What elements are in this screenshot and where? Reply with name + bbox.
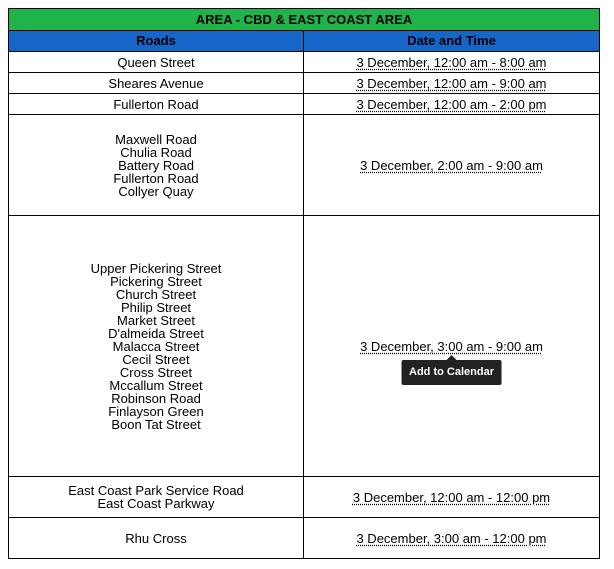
add-to-calendar-link[interactable]: 3 December, 2:00 am - 9:00 am [360, 157, 543, 173]
road-name: Cecil Street [122, 351, 190, 367]
date-time-hover-target [360, 338, 543, 378]
road-name: East Coast Park Service Road [68, 483, 244, 498]
road-name: Rhu Cross [125, 530, 187, 546]
add-to-calendar-link[interactable]: 3 December, 12:00 am - 2:00 pm [356, 96, 547, 112]
table-row [9, 52, 600, 73]
table-row [9, 73, 600, 94]
add-to-calendar-link[interactable]: 3 December, 12:00 am - 9:00 am [356, 75, 547, 91]
road-name: Pickering Street [110, 273, 202, 289]
roads-cell [9, 216, 304, 477]
roads-cell [9, 518, 304, 559]
road-name: Church Street [115, 286, 197, 302]
road-name: Upper Pickering Street [90, 260, 222, 276]
road-name: Fullerton Road [113, 170, 199, 186]
date-time-cell [304, 216, 600, 477]
road-name: Market Street [116, 312, 196, 328]
road-name: Philip Street [120, 299, 192, 315]
road-name: East Coast Parkway [97, 496, 215, 511]
date-time-cell [304, 477, 600, 518]
roads-cell [9, 52, 304, 73]
add-to-calendar-link[interactable]: 3 December, 3:00 am - 9:00 am [360, 338, 543, 354]
road-name: Sheares Avenue [108, 75, 204, 91]
table-row [9, 94, 600, 115]
date-time-cell [304, 73, 600, 94]
road-name: Maxwell Road [115, 131, 197, 147]
add-to-calendar-tooltip: Add to Calendar [401, 360, 502, 385]
road-closure-table-container [8, 8, 599, 559]
road-name: Boon Tat Street [111, 416, 201, 432]
table-row [9, 216, 600, 477]
table-row [9, 518, 600, 559]
road-name: Finlayson Green [108, 403, 204, 419]
add-to-calendar-link[interactable]: 3 December, 12:00 am - 12:00 pm [352, 489, 551, 505]
road-name: Malacca Street [112, 338, 200, 354]
date-time-cell [304, 115, 600, 216]
table-row [9, 115, 600, 216]
road-name: Chulia Road [120, 144, 192, 160]
road-name: D'almeida Street [108, 325, 204, 341]
roads-cell [9, 94, 304, 115]
road-name: Fullerton Road [113, 96, 199, 112]
column-header-date-time: Date and Time [304, 31, 600, 52]
road-name: Mccallum Street [109, 377, 203, 393]
road-name: Robinson Road [111, 390, 201, 406]
table-row [9, 477, 600, 518]
roads-cell [9, 477, 304, 518]
road-name: Queen Street [117, 54, 195, 70]
road-name: Battery Road [118, 157, 194, 173]
date-time-cell [304, 94, 600, 115]
column-header-roads: Roads [9, 31, 304, 52]
area-title: AREA - CBD & EAST COAST AREA [9, 9, 600, 31]
road-name: Collyer Quay [118, 183, 194, 199]
road-closure-table [8, 8, 600, 559]
road-name: Cross Street [119, 364, 193, 380]
date-time-cell [304, 52, 600, 73]
roads-cell [9, 115, 304, 216]
add-to-calendar-link[interactable]: 3 December, 3:00 am - 12:00 pm [356, 530, 547, 546]
date-time-cell [304, 518, 600, 559]
roads-cell [9, 73, 304, 94]
add-to-calendar-link[interactable]: 3 December, 12:00 am - 8:00 am [356, 54, 547, 70]
